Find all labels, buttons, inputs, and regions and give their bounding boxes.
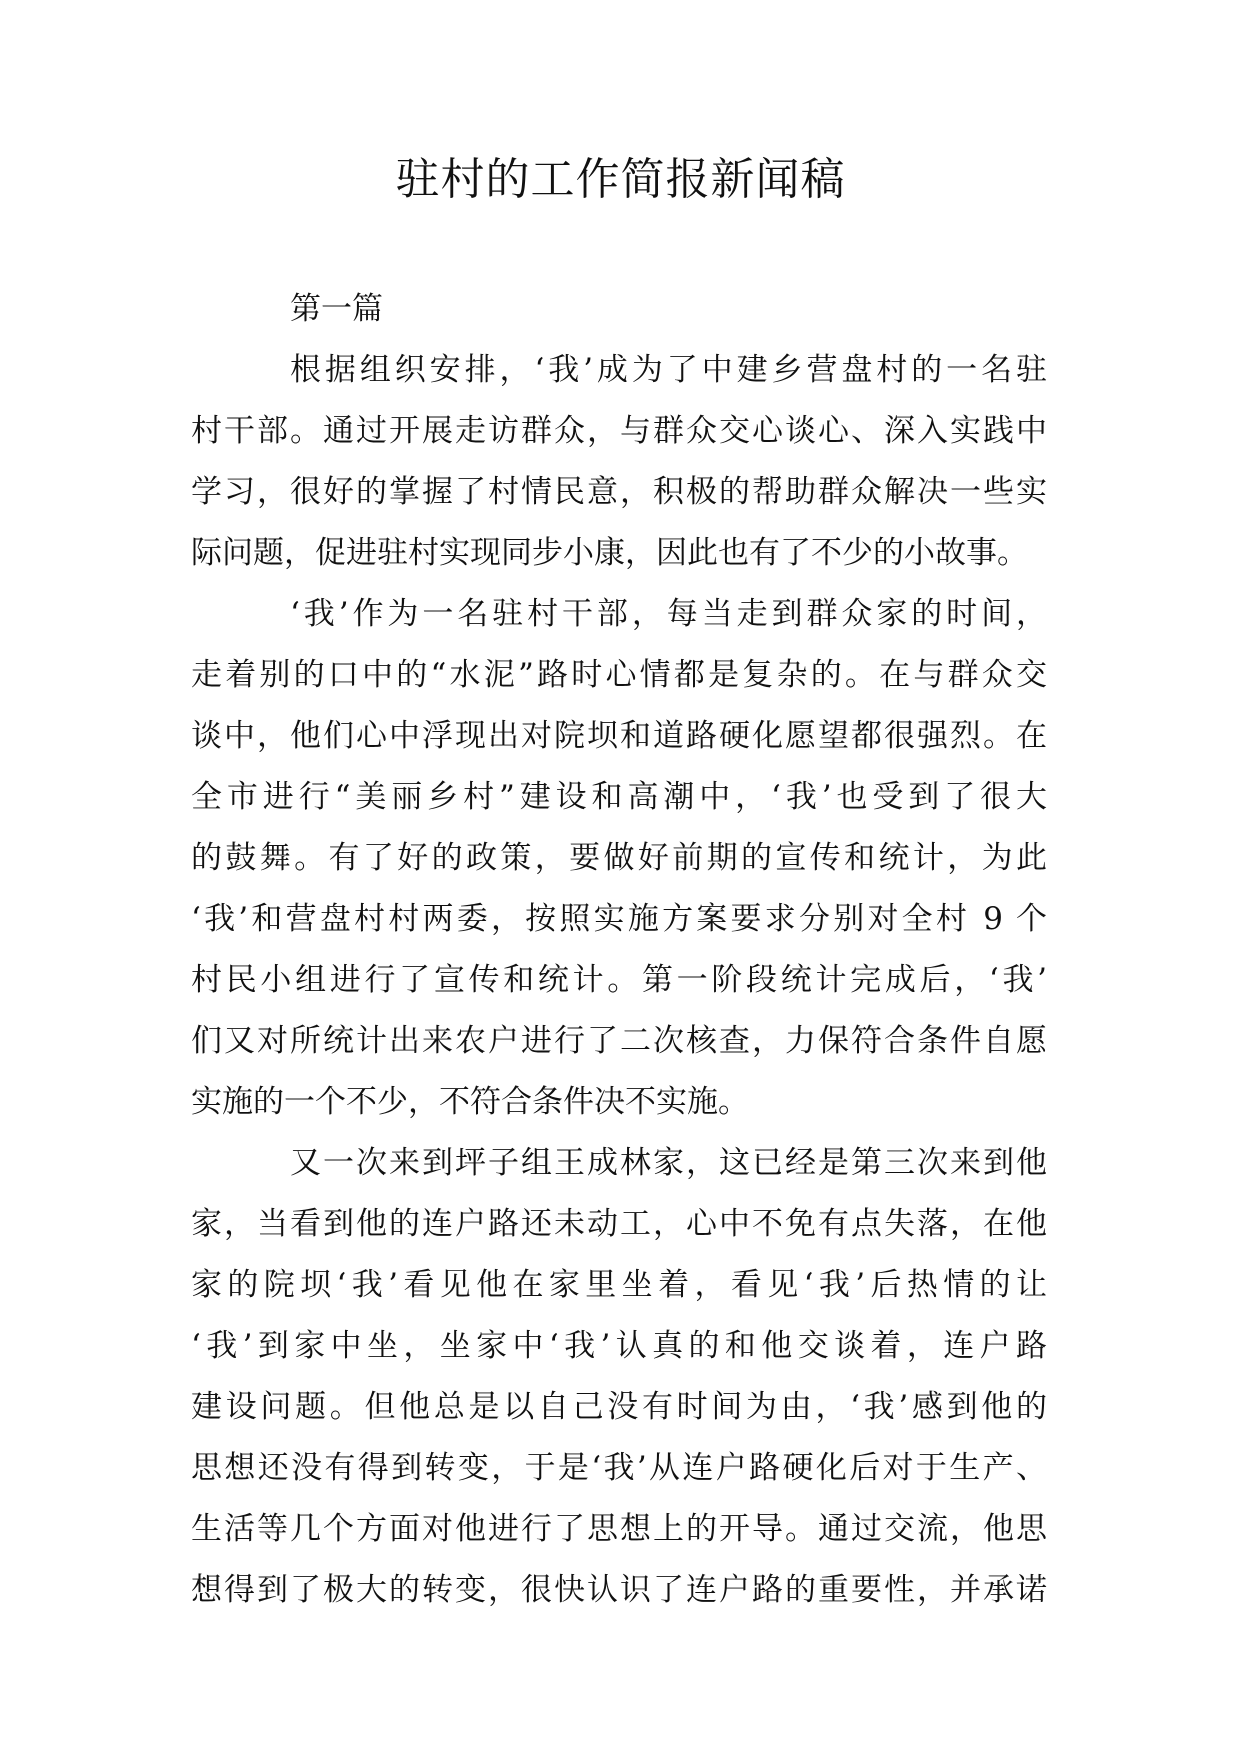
paragraph-line: ‘我’到家中坐，坐家中‘我’认真的和他交谈着，连户路 xyxy=(191,1328,1047,1364)
document-title: 驻村的工作简报新闻稿 xyxy=(395,154,846,205)
paragraph-line: 想得到了极大的转变，很快认识了连户路的重要性，并承诺 xyxy=(191,1572,1047,1608)
paragraph-line: 生活等几个方面对他进行了思想上的开导。通过交流，他思 xyxy=(191,1511,1047,1547)
paragraph-line: 们又对所统计出来农户进行了二次核查，力保符合条件自愿 xyxy=(191,1023,1047,1059)
paragraph-line: 家，当看到他的连户路还未动工，心中不免有点失落，在他 xyxy=(191,1206,1047,1242)
paragraph-line: 思想还没有得到转变，于是‘我’从连户路硬化后对于生产、 xyxy=(191,1450,1047,1486)
paragraph-line: 村民小组进行了宣传和统计。第一阶段统计完成后，‘我’ xyxy=(191,962,1047,998)
paragraph-line: 根据组织安排，‘我’成为了中建乡营盘村的一名驻 xyxy=(290,352,1047,388)
document-body xyxy=(191,279,1047,1621)
paragraph-line: 家的院坝‘我’看见他在家里坐着，看见‘我’后热情的让 xyxy=(191,1267,1047,1303)
paragraph-line: ‘我’作为一名驻村干部，每当走到群众家的时间， xyxy=(290,596,1047,632)
paragraph-line: 建设问题。但他总是以自己没有时间为由，‘我’感到他的 xyxy=(191,1389,1047,1425)
paragraph-line: 走着别的口中的“水泥”路时心情都是复杂的。在与群众交 xyxy=(191,657,1047,693)
paragraph-line: 际问题，促进驻村实现同步小康，因此也有了不少的小故事。 xyxy=(191,535,1028,571)
paragraph-line: 学习，很好的掌握了村情民意，积极的帮助群众解决一些实 xyxy=(191,474,1047,510)
paragraph-line: 的鼓舞。有了好的政策，要做好前期的宣传和统计，为此 xyxy=(191,840,1047,876)
paragraph-line: 村干部。通过开展走访群众，与群众交心谈心、深入实践中 xyxy=(191,413,1047,449)
paragraph-line: ‘我’和营盘村村两委，按照实施方案要求分别对全村 9 个 xyxy=(191,901,1047,937)
paragraph-line: 全市进行“美丽乡村”建设和高潮中，‘我’也受到了很大 xyxy=(191,779,1047,815)
paragraph-line: 谈中，他们心中浮现出对院坝和道路硬化愿望都很强烈。在 xyxy=(191,718,1047,754)
paragraph-line: 实施的一个不少，不符合条件决不实施。 xyxy=(191,1084,749,1120)
section-heading: 第一篇 xyxy=(290,291,383,327)
paragraph-line: 又一次来到坪子组王成林家，这已经是第三次来到他 xyxy=(290,1145,1047,1181)
